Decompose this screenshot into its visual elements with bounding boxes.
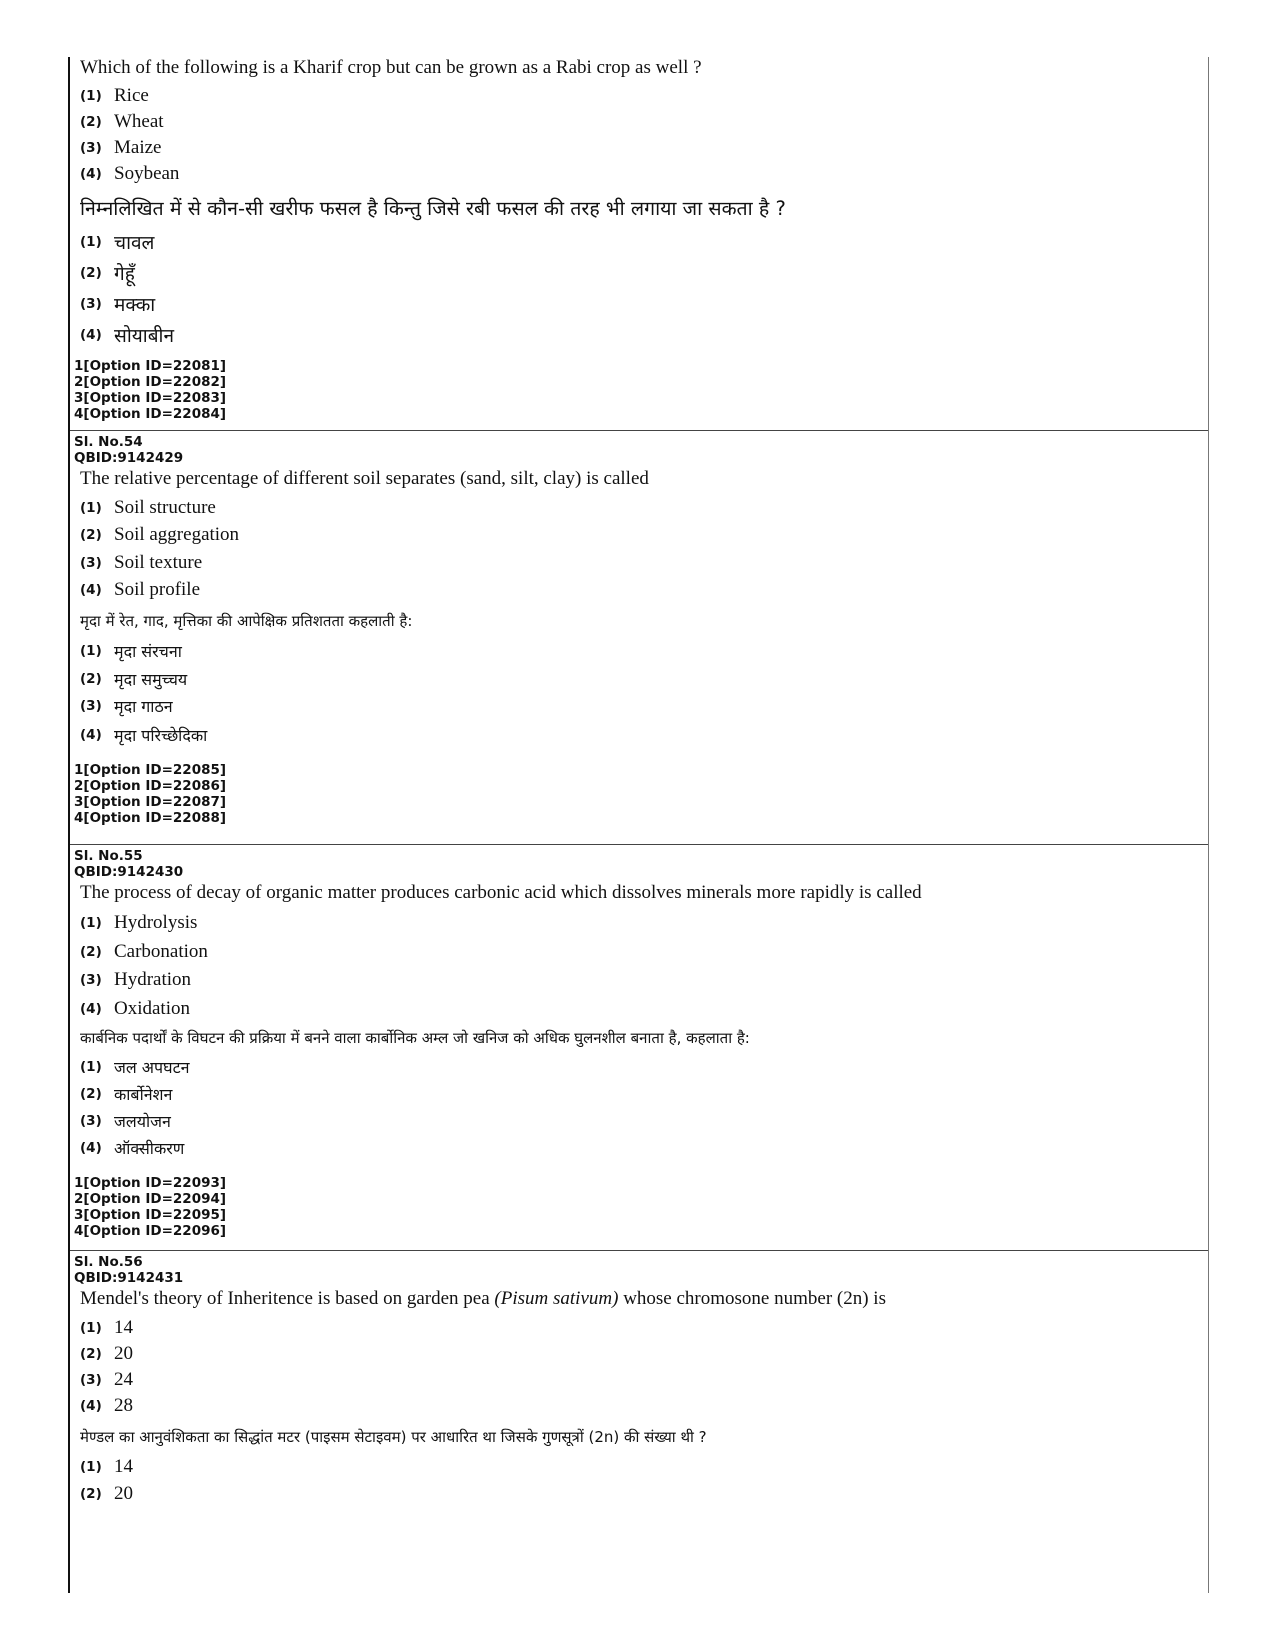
option-number: (4) [80, 1000, 102, 1017]
option-number: (3) [80, 295, 102, 312]
option-id: 1[Option ID=22093] [74, 1175, 227, 1191]
option-number: (4) [80, 166, 102, 182]
option-id: 4[Option ID=22088] [74, 810, 227, 826]
option-number: (1) [80, 643, 102, 659]
option-id: 3[Option ID=22087] [74, 794, 227, 810]
option-number: (3) [80, 140, 102, 156]
serial-number: Sl. No.54 [74, 434, 143, 450]
option-hi [70, 665, 1208, 692]
option-text: मृदा संरचना [114, 642, 182, 661]
option-en [70, 966, 1208, 994]
option-text: चावल [114, 232, 155, 254]
question-paper-page [68, 57, 1209, 1593]
option-en [70, 1341, 1208, 1367]
serial-number: Sl. No.56 [74, 1254, 143, 1270]
option-text: Rice [114, 85, 149, 106]
option-text: Wheat [114, 111, 164, 132]
question-block-55 [70, 848, 1208, 1251]
option-number: (3) [80, 1372, 102, 1388]
option-id-list [70, 762, 1208, 826]
option-en [70, 1367, 1208, 1393]
question-text-en: Which of the following is a Kharif crop but can be grown as a Rabi crop as well ? [80, 57, 702, 78]
option-text: Carbonation [114, 941, 208, 962]
question-text-hi: निम्नलिखित में से कौन-सी खरीफ फसल है किन्तु जिसे रबी फसल की तरह भी लगाया जा सकता है ? [80, 197, 786, 220]
option-number: (1) [80, 1459, 102, 1475]
option-id-list [70, 1175, 1208, 1239]
option-text: मृदा समुच्चय [114, 669, 188, 689]
option-number: (2) [80, 944, 102, 960]
question-text-en-end: whose chromosone number (2n) is [618, 1288, 886, 1309]
option-en [70, 1393, 1208, 1419]
option-text: 28 [114, 1395, 133, 1416]
question-text-en: The process of decay of organic matter produces carbonic acid which dissolves minerals more rapidly is called [80, 882, 922, 903]
option-id: 2[Option ID=22082] [74, 374, 227, 390]
option-en [70, 161, 1208, 187]
option-number: (1) [80, 1058, 102, 1075]
option-hi [70, 1080, 1208, 1107]
option-id: 3[Option ID=22083] [74, 390, 227, 406]
option-en [70, 577, 1208, 603]
option-hi [70, 288, 1208, 319]
option-number: (2) [80, 1085, 102, 1102]
option-number: (3) [80, 972, 102, 988]
option-number: (2) [80, 264, 102, 281]
option-text: Hydration [114, 969, 192, 990]
option-number: (2) [80, 1346, 102, 1362]
option-number: (1) [80, 234, 102, 250]
option-text: Soil structure [114, 496, 216, 518]
option-hi [70, 1107, 1208, 1134]
option-number: (2) [80, 114, 102, 130]
option-text: मक्का [114, 293, 156, 316]
option-text: मृदा गाठन [114, 697, 173, 716]
option-hi [70, 319, 1208, 350]
option-en [70, 549, 1208, 577]
option-text: गेहूँ [114, 262, 135, 285]
option-text: 14 [114, 1316, 133, 1338]
option-hi [70, 637, 1208, 665]
option-hi [70, 257, 1208, 288]
option-number: (1) [80, 499, 102, 516]
question-text-en [70, 1286, 1208, 1314]
option-number: (4) [80, 1139, 102, 1156]
option-text: Soybean [114, 163, 180, 184]
scientific-name: (Pisum sativum) [494, 1288, 619, 1309]
option-number: (1) [80, 1319, 102, 1336]
option-text: 14 [114, 1456, 133, 1477]
option-text: मृदा परिच्छेदिका [114, 726, 208, 745]
option-text: सोयाबीन [114, 324, 175, 347]
option-text: Soil texture [114, 552, 203, 573]
question-block-53 [70, 57, 1208, 431]
option-en [70, 908, 1208, 938]
option-text: Maize [114, 137, 162, 158]
option-text: 24 [114, 1369, 133, 1390]
qbid: QBID:9142431 [74, 1270, 184, 1286]
option-text: Hydrolysis [114, 912, 198, 933]
question-text-en-start: Mendel's theory of Inheritence is based on garden pea [80, 1288, 495, 1309]
option-number: (2) [80, 527, 102, 543]
option-en [70, 109, 1208, 135]
qbid: QBID:9142430 [74, 864, 184, 880]
option-hi [70, 720, 1208, 750]
question-text-hi: मृदा में रेत, गाद, मृत्तिका की आपेक्षिक प्रतिशतता कहलाती है: [80, 612, 413, 630]
option-id: 4[Option ID=22084] [74, 406, 227, 422]
option-number: (1) [80, 915, 102, 931]
option-text: जलयोजन [114, 1111, 171, 1131]
question-block-54 [70, 434, 1208, 845]
option-number: (4) [80, 582, 102, 598]
option-number: (3) [80, 698, 102, 714]
question-text-hi: मेण्डल का आनुवंशिकता का सिद्धांत मटर (पाइसम सेटाइवम) पर आधारित था जिसके गुणसूत्रों (2n) की संख्या थी ? [80, 1428, 707, 1446]
option-text: 20 [114, 1483, 133, 1504]
option-text: Oxidation [114, 997, 190, 1019]
option-number: (4) [80, 727, 102, 743]
option-id: 4[Option ID=22096] [74, 1223, 227, 1239]
option-text: ऑक्सीकरण [114, 1138, 185, 1158]
option-id-list [70, 358, 1208, 422]
option-en [70, 938, 1208, 966]
option-number: (2) [80, 670, 102, 687]
question-block-56 [70, 1254, 1208, 1594]
option-id: 3[Option ID=22095] [74, 1207, 227, 1223]
option-hi [70, 1134, 1208, 1161]
option-hi [70, 1053, 1208, 1080]
option-number: (2) [80, 1486, 102, 1502]
question-text-en: The relative percentage of different soil separates (sand, silt, clay) is called [80, 468, 649, 489]
option-id: 2[Option ID=22094] [74, 1191, 227, 1207]
option-en [70, 494, 1208, 521]
option-hi [70, 692, 1208, 720]
option-number: (4) [80, 326, 102, 343]
option-text: Soil aggregation [114, 524, 240, 545]
option-number: (3) [80, 1112, 102, 1129]
option-hi [70, 227, 1208, 257]
option-en [70, 521, 1208, 549]
option-id: 1[Option ID=22085] [74, 762, 227, 778]
option-id: 2[Option ID=22086] [74, 778, 227, 794]
question-text-hi: कार्बनिक पदार्थों के विघटन की प्रक्रिया में बनने वाला कार्बोनिक अम्ल जो खनिज को अधिक घुलनशील बनाता है, कहलाता है: [80, 1029, 750, 1047]
option-text: 20 [114, 1343, 133, 1364]
option-en [70, 1314, 1208, 1341]
option-hi [70, 1481, 1208, 1507]
option-text: Soil profile [114, 579, 201, 600]
option-number: (1) [80, 88, 102, 104]
option-en [70, 994, 1208, 1023]
option-number: (3) [80, 555, 102, 571]
option-hi [70, 1453, 1208, 1481]
option-text: कार्बोनेशन [114, 1084, 173, 1104]
option-id: 1[Option ID=22081] [74, 358, 227, 374]
qbid: QBID:9142429 [74, 450, 184, 466]
option-number: (4) [80, 1398, 102, 1414]
option-en [70, 83, 1208, 109]
option-text: जल अपघटन [114, 1057, 190, 1077]
option-en [70, 135, 1208, 161]
serial-number: Sl. No.55 [74, 848, 143, 864]
